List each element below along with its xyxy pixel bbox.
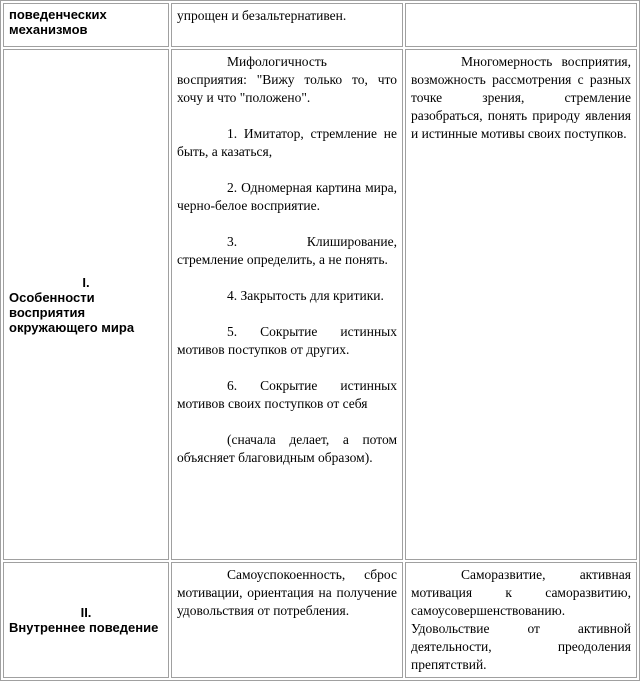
cell-text: упрощен и безальтернативен. (177, 8, 347, 23)
column-3-cell (405, 49, 637, 560)
column-3-cell (405, 562, 637, 678)
list-item: 5. Сокрытие истинных мотивов поступков от других. (177, 324, 397, 357)
row-heading: поведенческих механизмов (9, 7, 107, 37)
cell-text: Многомерность восприятия, возможность рассмотрения с разных точке зрения, стремление разобраться, понять природу явления и истинные мотивы своих поступков. (411, 54, 631, 141)
row-heading-cell (3, 562, 169, 678)
cell-text: Саморазвитие, активная мотивация к саморазвитию, самоусовершенствованию. (411, 567, 631, 618)
row-heading: Внутреннее поведение (9, 620, 159, 635)
column-2-cell (171, 49, 403, 560)
column-2-cell (171, 3, 403, 47)
row-heading: Особенности восприятия окружающего мира (9, 289, 135, 335)
list-item: 2. Одномерная картина мира, черно-белое восприятие. (177, 180, 397, 213)
cell-intro-text: Мифологичность восприятия: "Вижу только то, что хочу и что "положено". (177, 54, 397, 105)
row-heading-number: II. (80, 605, 92, 620)
table-row (3, 562, 637, 678)
column-3-cell (405, 3, 637, 47)
table-row (3, 49, 637, 560)
row-heading-cell (3, 3, 169, 47)
row-heading-cell (3, 49, 169, 560)
column-2-cell (171, 562, 403, 678)
cell-text: Самоуспокоенность, сброс мотивации, ориентация на получение удовольствия от потребления. (177, 567, 397, 618)
list-item: 1. Имитатор, стремление не быть, а казаться, (177, 126, 397, 159)
table-row (3, 3, 637, 47)
cell-text: Удовольствие от активной деятельности, преодоления препятствий. (411, 621, 631, 672)
cell-note-text: (сначала делает, а потом объясняет благовидным образом). (177, 432, 397, 465)
list-item: 6. Сокрытие истинных мотивов своих поступков от себя (177, 378, 397, 411)
list-item: 4. Закрытость для критики. (227, 288, 384, 303)
row-heading-number: I. (82, 274, 90, 290)
list-item: 3. Клиширование, стремление определить, а не понять. (177, 234, 397, 267)
